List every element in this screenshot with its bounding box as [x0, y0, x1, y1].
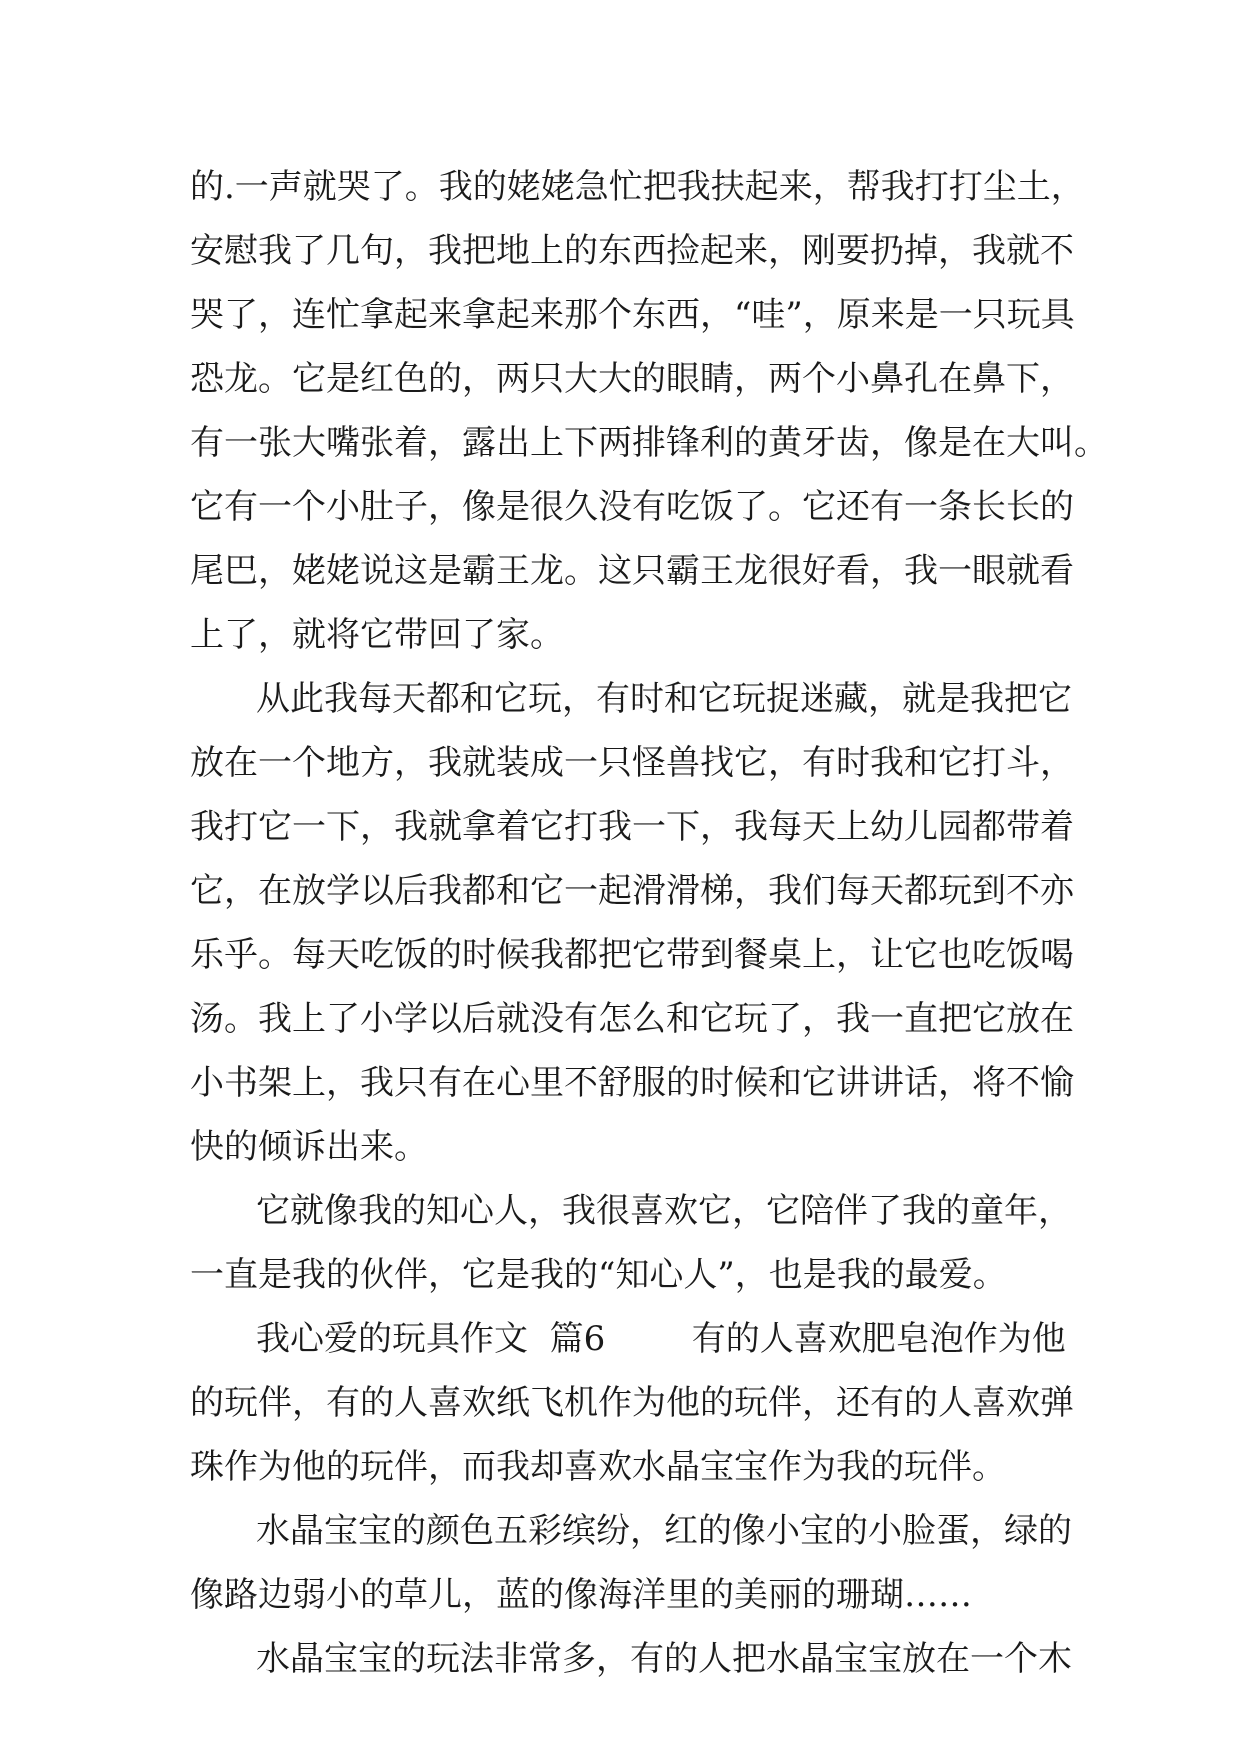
text-line: 我打它一下，我就拿着它打我一下，我每天上幼儿园都带着: [190, 807, 1074, 847]
text-line: 珠作为他的玩伴，而我却喜欢水晶宝宝作为我的玩伴。: [190, 1447, 1006, 1487]
text-line: 它就像我的知心人，我很喜欢它，它陪伴了我的童年，: [256, 1191, 1072, 1231]
text-line: 放在一个地方，我就装成一只怪兽找它，有时我和它打斗，: [190, 743, 1074, 783]
text-line: 乐乎。每天吃饭的时候我都把它带到餐桌上，让它也吃饭喝: [190, 935, 1074, 975]
section-heading-line: 我心爱的玩具作文 篇6 有的人喜欢肥皂泡作为他: [256, 1319, 1066, 1359]
text-line: 水晶宝宝的玩法非常多，有的人把水晶宝宝放在一个木: [256, 1639, 1072, 1679]
paragraph-3: [190, 1179, 1070, 1307]
text-line: 恐龙。它是红色的，两只大大的眼睛，两个小鼻孔在鼻下，: [190, 359, 1074, 399]
text-line: 水晶宝宝的颜色五彩缤纷，红的像小宝的小脸蛋，绿的: [256, 1511, 1072, 1551]
text-line: 它有一个小肚子，像是很久没有吃饭了。它还有一条长长的: [190, 487, 1074, 527]
text-line: 一直是我的伙伴，它是我的“知心人”，也是我的最爱。: [190, 1255, 1007, 1295]
text-line: 有一张大嘴张着，露出上下两排锋利的黄牙齿，像是在大叫。: [190, 423, 1108, 463]
text-line: 它，在放学以后我都和它一起滑滑梯，我们每天都玩到不亦: [190, 871, 1074, 911]
text-line: 安慰我了几句，我把地上的东西捡起来，刚要扔掉，我就不: [190, 231, 1074, 271]
paragraph-5: [190, 1499, 1070, 1627]
text-line: 小书架上，我只有在心里不舒服的时候和它讲讲话，将不愉: [190, 1063, 1074, 1103]
text-line: 从此我每天都和它玩，有时和它玩捉迷藏，就是我把它: [256, 679, 1072, 719]
text-line: 的玩伴，有的人喜欢纸飞机作为他的玩伴，还有的人喜欢弹: [190, 1383, 1074, 1423]
text-line: 尾巴，姥姥说这是霸王龙。这只霸王龙很好看，我一眼就看: [190, 551, 1074, 591]
text-line: 快的倾诉出来。: [190, 1127, 428, 1167]
text-line: 上了，就将它带回了家。: [190, 615, 564, 655]
document-body: [190, 155, 1108, 1691]
text-line: 哭了，连忙拿起来拿起来那个东西，“哇”，原来是一只玩具: [190, 295, 1075, 335]
paragraph-6: [190, 1627, 1070, 1691]
text-line: 的.一声就哭了。我的姥姥急忙把我扶起来，帮我打打尘土，: [190, 167, 1085, 207]
paragraph-2: [190, 667, 1074, 1179]
text-line: 像路边弱小的草儿，蓝的像海洋里的美丽的珊瑚……: [190, 1575, 972, 1615]
text-line: 汤。我上了小学以后就没有怎么和它玩了，我一直把它放在: [190, 999, 1074, 1039]
paragraph-1: [190, 155, 1108, 667]
paragraph-4: [190, 1307, 1074, 1499]
